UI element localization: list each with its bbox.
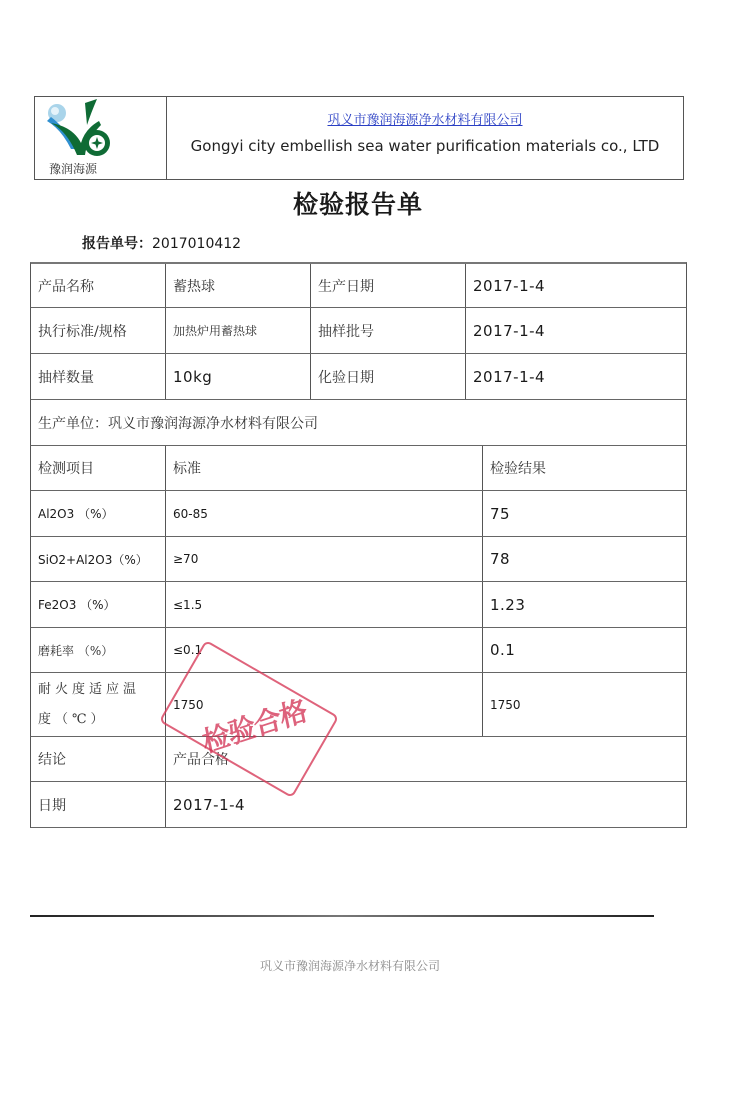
report-number [82, 233, 241, 253]
test-item [31, 673, 166, 736]
date-value: 2017-1-4 [173, 795, 246, 814]
info-label: 产品名称 [31, 264, 166, 307]
test-item-line: 度（℃） [38, 711, 108, 727]
column-header: 检测项目 [31, 446, 166, 490]
info-label: 生产日期 [311, 264, 466, 307]
company-name-cell [167, 97, 683, 179]
test-standard: ≤0.1 [166, 628, 483, 672]
test-standard: 60-85 [166, 491, 483, 536]
company-name-en: Gongyi city embellish sea water purification materials co., LTD [190, 137, 660, 155]
producer-row [30, 400, 687, 446]
info-label: 执行标准/规格 [31, 308, 166, 353]
info-row [30, 308, 687, 354]
report-table [30, 262, 687, 828]
info-value: 蓄热球 [166, 264, 311, 307]
test-result: 0.1 [490, 641, 516, 659]
logo-cell [35, 97, 167, 179]
report-number-value: 2017010412 [152, 236, 242, 252]
test-result: 75 [490, 504, 511, 523]
column-header: 检验结果 [490, 461, 546, 477]
test-standard: 1750 [166, 673, 483, 736]
footer-company: 巩义市豫润海源净水材料有限公司 [259, 959, 440, 973]
producer-text: 生产单位：巩义市豫润海源净水材料有限公司 [38, 415, 318, 432]
test-item: Fe2O3 （%） [31, 582, 166, 627]
tests-header-row [30, 446, 687, 491]
conclusion-label: 结论 [31, 737, 166, 781]
info-value: 2017-1-4 [473, 321, 546, 340]
report-number-label: 报告单号： [82, 236, 152, 252]
info-value: 2017-1-4 [473, 367, 546, 386]
test-standard: ≤1.5 [166, 582, 483, 627]
column-header: 标准 [166, 446, 483, 490]
test-item: Al2O3 （%） [31, 491, 166, 536]
company-logo-icon [41, 99, 121, 161]
info-label: 抽样数量 [31, 354, 166, 399]
test-item-line: 耐火度适应温 [38, 681, 141, 697]
test-standard: ≥70 [166, 537, 483, 581]
date-row [30, 782, 687, 828]
page-title: 检验报告单 [292, 190, 423, 219]
info-label: 抽样批号 [311, 308, 466, 353]
test-row [30, 673, 687, 737]
test-result: 78 [490, 550, 511, 568]
info-value: 10kg [166, 354, 311, 399]
test-item: SiO2+Al2O3（%） [31, 537, 166, 581]
test-row [30, 537, 687, 582]
test-row [30, 491, 687, 537]
date-label: 日期 [31, 782, 166, 827]
conclusion-row [30, 737, 687, 782]
conclusion-value: 产品合格 [173, 752, 229, 768]
info-label: 化验日期 [311, 354, 466, 399]
test-row [30, 628, 687, 673]
company-name-cn-link[interactable]: 巩义市豫润海源净水材料有限公司 [327, 113, 523, 128]
test-result: 1.23 [490, 595, 526, 614]
footer-divider [30, 915, 654, 917]
approval-stamp: 检验合格 [199, 693, 310, 760]
info-row [30, 354, 687, 400]
info-row [30, 262, 687, 308]
test-result: 1750 [490, 697, 521, 712]
logo-caption: 豫润海源 [49, 162, 98, 176]
test-item: 磨耗率 （%） [31, 628, 166, 672]
info-value: 加热炉用蓄热球 [166, 308, 311, 353]
test-row [30, 582, 687, 628]
letterhead [34, 96, 684, 180]
info-value: 2017-1-4 [473, 276, 546, 295]
